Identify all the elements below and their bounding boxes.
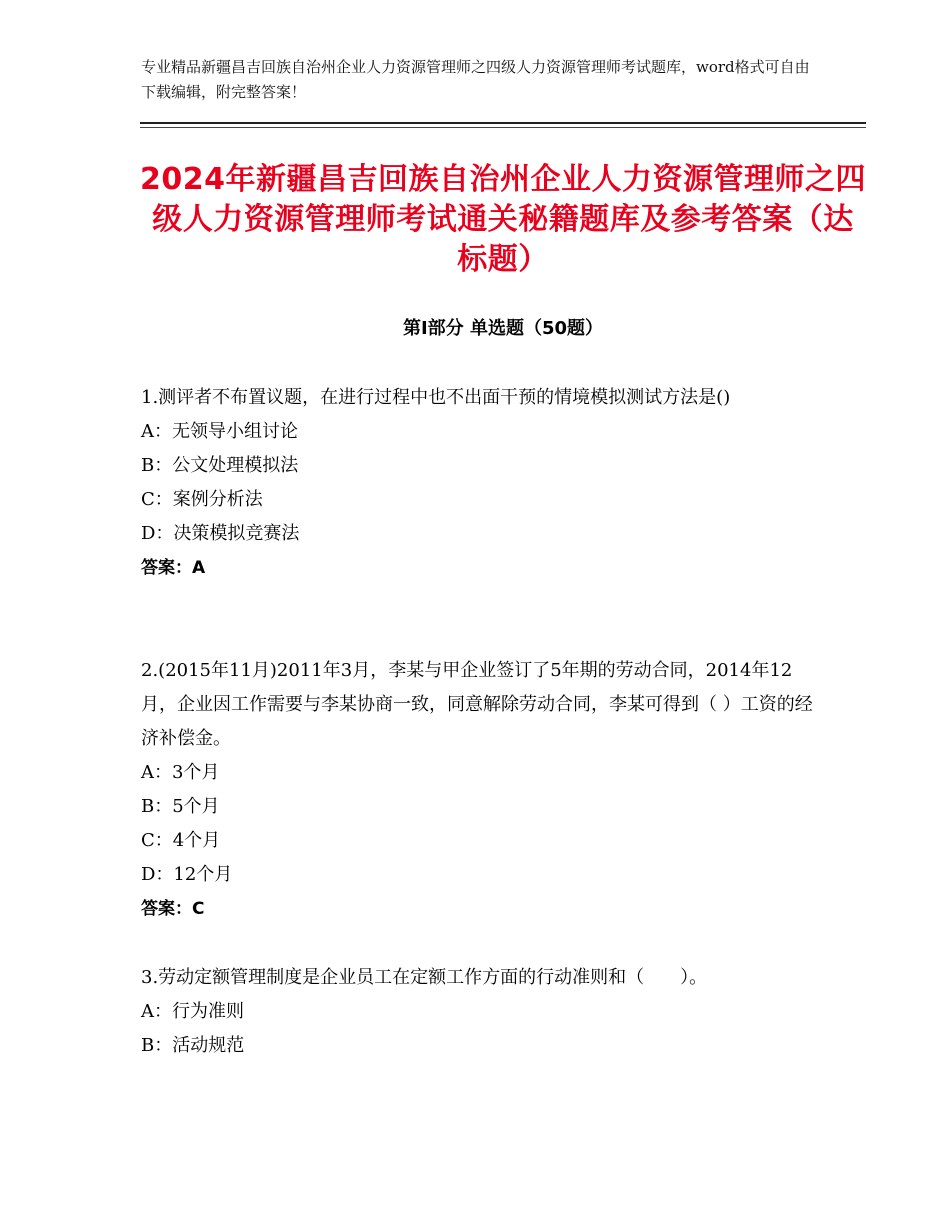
header-rule-thin xyxy=(140,127,866,128)
question-option: C：案例分析法 xyxy=(141,489,263,510)
question-option: B：5个月 xyxy=(141,796,220,817)
question-option: A：3个月 xyxy=(141,762,220,783)
question-option: A：行为准则 xyxy=(141,1001,244,1022)
header-note: 专业精品新疆昌吉回族自治州企业人力资源管理师之四级人力资源管理师考试题库，word格式可自由下载编辑，附完整答案！ xyxy=(141,58,810,101)
question-option: A：无领导小组讨论 xyxy=(141,421,298,442)
question-option: C：4个月 xyxy=(141,830,221,851)
question-answer: 答案：A xyxy=(141,558,206,578)
header-rule-thick xyxy=(140,122,866,124)
question-option: D：决策模拟竞赛法 xyxy=(141,523,300,544)
question-3 xyxy=(141,961,821,1063)
question-answer: 答案：C xyxy=(141,899,205,919)
question-2 xyxy=(141,654,821,926)
section-title: 第Ⅰ部分 单选题（50题） xyxy=(402,318,603,339)
question-1 xyxy=(141,381,821,585)
question-stem: 1.测评者不布置议题，在进行过程中也不出面干预的情境模拟测试方法是() xyxy=(141,387,731,408)
question-option: B：活动规范 xyxy=(141,1035,245,1056)
question-option: D：12个月 xyxy=(141,864,233,885)
question-stem: 2.(2015年11月)2011年3月，李某与甲企业签订了5年期的劳动合同，2014年12月，企业因工作需要与李某协商一致，同意解除劳动合同，李某可得到（ ）工资的经济补偿金。 xyxy=(141,660,813,749)
document-title: 2024年新疆昌吉回族自治州企业人力资源管理师之四级人力资源管理师考试通关秘籍题库及参考答案（达标题） xyxy=(140,162,866,277)
question-stem: 3.劳动定额管理制度是企业员工在定额工作方面的行动准则和（ ）。 xyxy=(141,967,708,988)
question-option: B：公文处理模拟法 xyxy=(141,455,299,476)
